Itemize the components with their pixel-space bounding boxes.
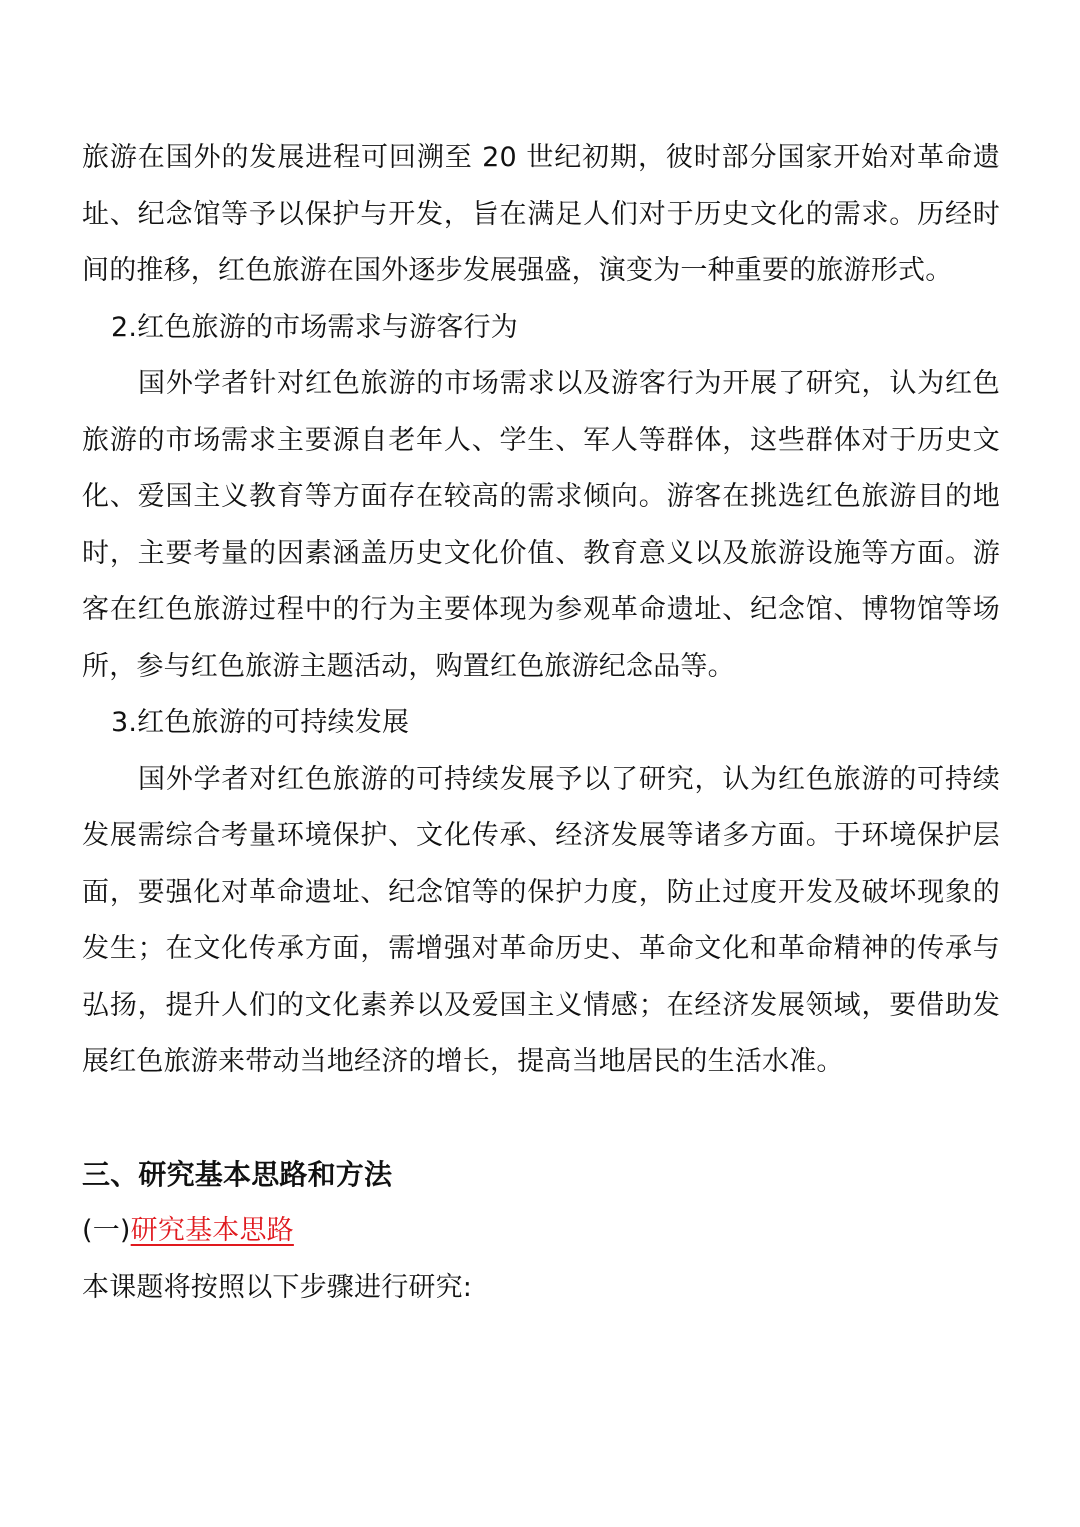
document-body (82, 130, 1000, 1316)
intro-continuation-paragraph: 旅游在国外的发展进程可回溯至 20 世纪初期，彼时部分国家开始对革命遗址、纪念馆等予以保护与开发，旨在满足人们对于历史文化的需求。历经时间的推移，红色旅游在国外逐步发展强盛，演变为一种重要的旅游形式。 (82, 142, 1000, 286)
subsection-number: (一) (82, 1215, 131, 1246)
research-steps-intro: 本课题将按照以下步骤进行研究: (82, 1271, 473, 1303)
subsection-heading (82, 1203, 1000, 1260)
market-demand-paragraph: 国外学者针对红色旅游的市场需求以及游客行为开展了研究，认为红色旅游的市场需求主要源自老年人、学生、军人等群体，这些群体对于历史文化、爱国主义教育等方面存在较高的需求倾向。游客在挑选红色旅游目的地时，主要考量的因素涵盖历史文化价值、教育意义以及旅游设施等方面。游客在红色旅游过程中的行为主要体现为参观革命遗址、纪念馆、博物馆等场所，参与红色旅游主题活动，购置红色旅游纪念品等。 (82, 368, 1000, 682)
section-heading-research-approach: 三、研究基本思路和方法 (82, 1157, 393, 1191)
research-approach-link[interactable]: 研究基本思路 (130, 1215, 294, 1246)
market-demand-subheading: 2.红色旅游的市场需求与游客行为 (111, 311, 518, 343)
sustainable-development-paragraph: 国外学者对红色旅游的可持续发展予以了研究，认为红色旅游的可持续发展需综合考量环境保护、文化传承、经济发展等诸多方面。于环境保护层面，要强化对革命遗址、纪念馆等的保护力度，防止过度开发及破坏现象的发生；在文化传承方面，需增强对革命历史、革命文化和革命精神的传承与弘扬，提升人们的文化素养以及爱国主义情感；在经济发展领域，要借助发展红色旅游来带动当地经济的增长，提高当地居民的生活水准。 (82, 763, 1000, 1077)
sustainable-development-subheading: 3.红色旅游的可持续发展 (111, 707, 410, 738)
